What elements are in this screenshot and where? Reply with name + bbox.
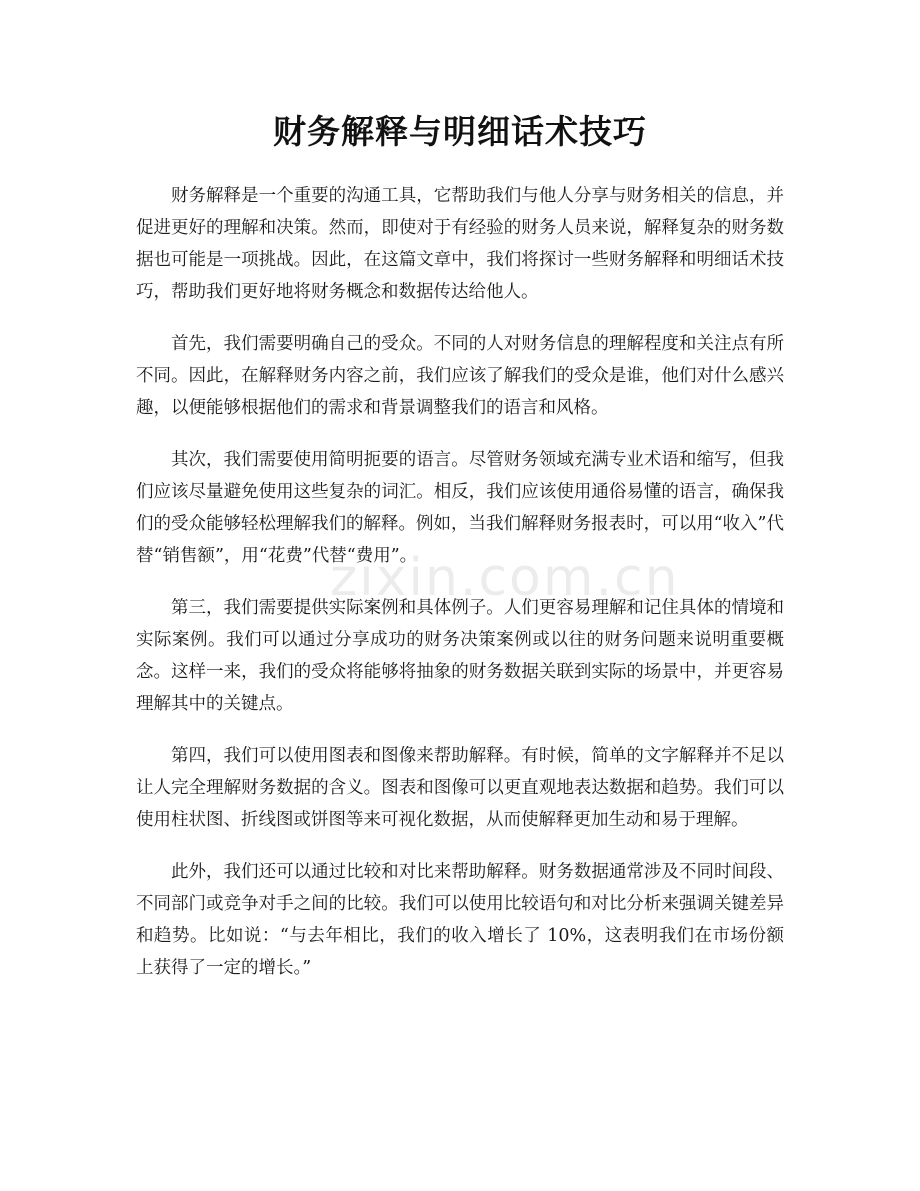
paragraph: 首先，我们需要明确自己的受众。不同的人对财务信息的理解程度和关注点有所不同。因此，在解释财务内容之前，我们应该了解我们的受众是谁，他们对什么感兴趣，以便能够根据他们的需求和背景调整我们的语言和风格。 (136, 334, 784, 418)
paragraph: 财务解释是一个重要的沟通工具，它帮助我们与他人分享与财务相关的信息，并促进更好的理解和决策。然而，即使对于有经验的财务人员来说，解释复杂的财务数据也可能是一项挑战。因此，在这篇文章中，我们将探讨一些财务解释和明细话术技巧，帮助我们更好地将财务概念和数据传达给他人。 (136, 186, 784, 302)
paragraph: 此外，我们还可以通过比较和对比来帮助解释。财务数据通常涉及不同时间段、不同部门或竞争对手之间的比较。我们可以使用比较语句和对比分析来强调关键差异和趋势。比如说：“与去年相比，我们的收入增长了 10%，这表明我们在市场份额上获得了一定的增长。” (136, 862, 784, 978)
paragraph: 第三，我们需要提供实际案例和具体例子。人们更容易理解和记住具体的情境和实际案例。我们可以通过分享成功的财务决策案例或以往的财务问题来说明重要概念。这样一来，我们的受众将能够将抽象的财务数据关联到实际的场景中，并更容易理解其中的关键点。 (136, 598, 784, 714)
paragraph: 其次，我们需要使用简明扼要的语言。尽管财务领域充满专业术语和缩写，但我们应该尽量避免使用这些复杂的词汇。相反，我们应该使用通俗易懂的语言，确保我们的受众能够轻松理解我们的解释。例如，当我们解释财务报表时，可以用“收入”代替“销售额”，用“花费”代替“费用”。 (136, 450, 784, 566)
page-title: 财务解释与明细话术技巧 (273, 112, 647, 151)
watermark: zixin.com.cn (330, 548, 680, 608)
document-body (136, 180, 784, 1004)
paragraph: 第四，我们可以使用图表和图像来帮助解释。有时候，简单的文字解释并不足以让人完全理解财务数据的含义。图表和图像可以更直观地表达数据和趋势。我们可以使用柱状图、折线图或饼图等来可视化数据，从而使解释更加生动和易于理解。 (136, 746, 784, 830)
